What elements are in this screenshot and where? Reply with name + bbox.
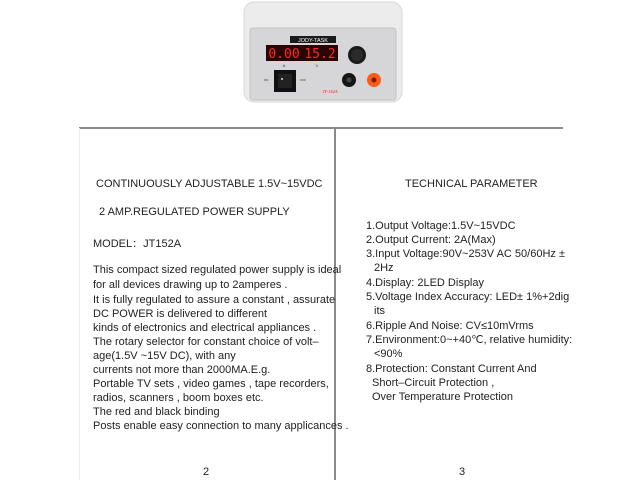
left-heading-1: CONTINUOUSLY ADJUSTABLE 1.5V~15VDC (96, 178, 323, 190)
param-line: 5.Voltage Index Accuracy: LED± 1%+2dig (366, 291, 570, 303)
body-line: radios, scanners , boom boxes etc. (93, 392, 264, 404)
param-line: its (374, 305, 385, 317)
page-number-right: 3 (459, 466, 466, 478)
volt-label: V (315, 63, 319, 68)
body-line: This compact sized regulated power supply is ideal (93, 264, 342, 276)
param-line: 4.Display: 2LED Display (366, 277, 484, 289)
param-line: 6.Ripple And Noise: CV≤10mVrms (366, 320, 534, 332)
param-line: 3.Input Voltage:90V~253V AC 50/60Hz ± (366, 248, 565, 260)
body-line: DC POWER is delivered to different (93, 308, 268, 320)
page-number-left: 2 (203, 466, 210, 478)
voltage-readout: 15.2 (304, 47, 336, 62)
param-line: 2.Output Current: 2A(Max) (366, 234, 496, 246)
switch-on-label: ON (263, 78, 269, 82)
param-line: 2Hz (374, 262, 394, 274)
current-readout: 0.00 (268, 47, 300, 62)
left-heading-2: 2 AMP.REGULATED POWER SUPPLY (99, 206, 290, 218)
body-line: currents not more than 2000MA.E.g. (93, 364, 271, 376)
param-line: Over Temperature Protection (372, 391, 514, 403)
body-line: age(1.5V ~15V DC), with any (93, 350, 236, 362)
brand-label: JODY-TASK (298, 38, 328, 44)
body-line: It is fully regulated to assure a constant , assurate (93, 294, 336, 306)
body-line: The red and black binding (93, 406, 220, 418)
top-rule (79, 127, 563, 129)
right-heading: TECHNICAL PARAMETER (405, 178, 538, 190)
model-line: MODEL：JT152A (93, 238, 182, 250)
body-line: Portable TV sets , video games , tape recorders, (93, 378, 329, 390)
power-supply-image (238, 0, 408, 106)
param-line: 8.Protection: Constant Current And (366, 363, 537, 375)
amp-label: A (282, 63, 286, 68)
body-line: for all devices drawing up to 2amperes . (93, 279, 288, 291)
param-line: 7.Environment:0~+40℃, relative humidity: (366, 334, 573, 346)
body-line: Posts enable easy connection to many applicances . (93, 420, 349, 432)
param-line: 1.Output Voltage:1.5V~15VDC (366, 220, 516, 232)
left-page-edge (79, 128, 80, 480)
param-line: <90% (374, 348, 403, 360)
body-line: kinds of electronics and electrical appliances . (93, 322, 317, 334)
param-line: Short–Circuit Protection , (372, 377, 495, 389)
model-mark: JT-152A (322, 89, 338, 94)
body-line: The rotary selector for constant choice of volt– (93, 336, 319, 348)
switch-off-label: OFF (300, 78, 306, 82)
